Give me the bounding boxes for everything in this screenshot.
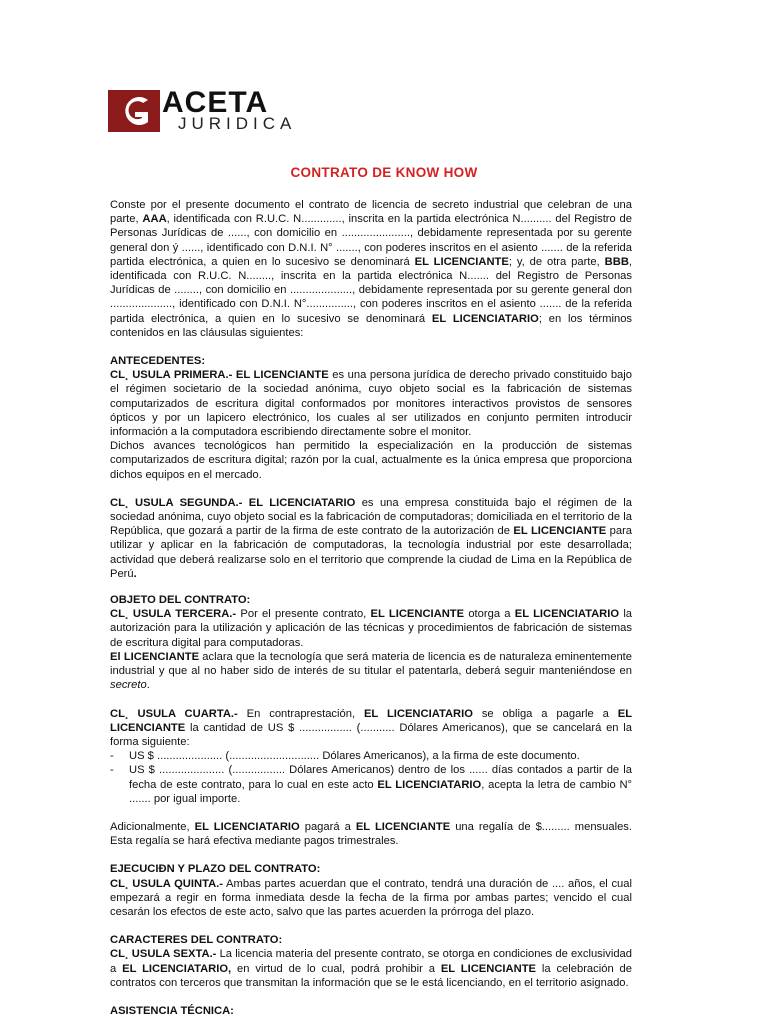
section-heading-caracteres: CARACTERES DEL CONTRATO: [110,934,283,947]
clause-label: CL¸ USULA TERCERA.- [110,608,237,621]
party-licenciatario: EL LICENCIATARIO [194,820,300,833]
logo-sub-text: JURIDICA [178,114,297,133]
party-licenciante: EL LICENCIANTE [355,820,451,833]
logo-g-mark-icon [108,88,160,134]
clause-text: la celebración de contratos con terceros que transmitan la información que se le está licenciando, en el territorio asignado. [110,962,633,989]
clause-label: CL¸ USULA CUARTA.- [110,707,238,720]
intro-text: , identificada con R.U.C. N............., inscrita en la partida electrónica N.......... del Registro de Personas Jurídicas de ......, con domicilio en ......................, debidamente representada por su gerente general don ý ......, identificado con D.N.I. N° ......., con poderes inscritos en el asiento ....... de la referida partida electrónica, a quien en lo sucesivo se denominará [110,213,632,268]
party-aaa: AAA [142,213,167,226]
section-heading-objeto: OBJETO DEL CONTRATO: [110,594,251,607]
intro-text: ; y, de otra parte, [508,255,605,268]
clause-primera [110,368,632,439]
party-bbb: BBB [604,255,629,268]
party-licenciatario: EL LICENCIATARIO [363,707,473,720]
payment-item: - US $ ..................... (............................. Dólares Americanos), a la firma de este documento. [110,749,632,763]
party-licenciante: EL LICENCIANTE [370,608,465,621]
party-licenciante: EL LICENCIANTE [414,255,509,268]
clause-text: se obliga a pagarle a [472,707,618,720]
royalty-text: una regalía de $......... mensuales. Esta regalía se hará efectiva mediante pagos trimestrales. [110,820,633,848]
clause-text: Ambas partes acuerdan que el contrato, tendrá una duración de .... años, el cual empezará a regir en forma inmediata desde la fecha de la firma por ambas partes; vencido el cual cesarán los efectos de este acto, salvo que las partes acuerden la prórroga del plazo. [110,877,632,918]
clause-text: en virtud de lo cual, podrá prohibir a [231,962,441,975]
document-body [110,198,632,1018]
clause-text: es una empresa constituida bajo el régimen de la sociedad anónima, cuyo objeto social es la fabricación de computadoras; domiciliada en el territorio de la República, que gozará a partir de la firma de este contrato de la autorización de [110,496,632,538]
party-licenciante: EL LICENCIANTE [110,707,633,734]
payment-item [110,763,632,806]
payment-text: , acepta la letra de cambio N° ....... por igual importe. [129,778,632,805]
section-heading-antecedentes: ANTECEDENTES: [110,355,206,368]
section-heading-asistencia: ASISTENCIA TÉCNICA: [110,1004,234,1017]
clause-text: otorga a [464,608,515,621]
payment-list [110,749,632,806]
party-licenciatario: EL LICENCIATARIO [431,312,539,325]
party-licenciante: EL LICENCIANTE [440,962,536,975]
clause-segunda [110,496,632,581]
clause-cuarta [110,707,632,750]
document-title: CONTRATO DE KNOW HOW [290,165,478,180]
clause-text: la cantidad de US $ ................. (........... Dólares Americanos), que se cancelará en la forma siguiente: [110,721,632,748]
intro-text: , identificada con R.U.C. N........, inscrita en la partida electrónica N....... del Registro de Personas Jurídicas de ........, con domicilio en ...................., debidamente representada por su gerente general don ...................., identificado con D.N.I. N°..............., con poderes inscritos en el asiento ....... de la referida partida electrónica, a quien en lo sucesivo se denominará [110,255,633,325]
party-licenciatario: EL LICENCIATARIO [514,608,620,621]
clause-sexta [110,947,632,990]
clause-quinta [110,877,632,920]
intro-paragraph [110,198,632,340]
clause-text: En contraprestación, [237,707,364,720]
clause-text: la autorización para la utilización y aplicación de las técnicas y procedimientos de fabricación de sistemas de escritura digital para computadoras. [110,608,633,649]
clause-text: aclara que la tecnología que será materia de licencia es de naturaleza eminentemente industrial y que al no haber sido de interés de su titular el patentarla, deberá seguir manteniéndose en [110,650,632,678]
clause-label: CL¸ USULA SEGUNDA.- EL LICENCIATARIO [110,496,356,509]
clause-tercera [110,607,632,650]
logo-main-text: ACETA [162,86,269,119]
payment-text: US $ ..................... (................. Dólares Americanos) dentro de los ...... días contados a partir de la fecha de este contrato, para lo cual en este acto [129,764,632,791]
clause-text: es una persona jurídica de derecho privado constituido bajo el régimen societario de la sociedad anónima, cuyo objeto social es la fabricación de sistemas computarizados de escritura digital conformados por monitores interactivos provistos de sensores ópticos y por un lapicero electrónico, los cuales al ser utilizados en conjunto permiten introducir información a la computadora escribiendo directamente sobre el monitor. [110,369,632,439]
clause-text: para utilizar y aplicar en la fabricación de computadoras, la tecnología industrial por este desarrollada; actividad que deberá realizarse solo en el territorio que comprende la ciudad de Lima en la República de Perú [110,525,633,580]
clause-end: . [146,679,150,692]
secreto-term: secreto [110,679,147,692]
party-licenciatario: EL LICENCIATARIO, [122,962,232,975]
section-heading-ejecucion: EJECUCIÐN Y PLAZO DEL CONTRATO: [110,863,321,876]
royalty-text: pagará a [299,820,356,833]
royalty-text: Adicionalmente, [110,820,195,833]
party-licenciante: EL LICENCIANTE [513,525,607,538]
clause-primera-continued: Dichos avances tecnológicos han permitido la especialización en la producción de sistemas computarizados de escritura digital; razón por la cual, actualmente es la única empresa que proporciona dichos equipos en el mercado. [110,440,632,481]
party-licenciante: El LICENCIANTE [110,650,200,663]
clause-tercera-continued [110,650,632,693]
clause-end: . [133,567,137,580]
intro-text: Conste por el presente documento el contrato de licencia de secreto industrial que celebran de una parte, [110,199,632,226]
clause-label: CL¸ USULA PRIMERA.- EL LICENCIANTE [110,369,329,382]
clause-text: La licencia materia del presente contrato, se otorga en condiciones de exclusividad a [110,948,632,975]
clause-text: Por el presente contrato, [236,608,371,621]
clause-label: CL¸ USULA QUINTA.- [110,877,223,890]
clause-label: CL¸ USULA SEXTA.- [110,948,217,961]
intro-text: ; en los términos contenidos en las cláusulas siguientes: [110,312,633,339]
gaceta-juridica-logo [108,88,308,134]
party-licenciatario: EL LICENCIATARIO [377,778,482,791]
royalty-paragraph [110,820,632,848]
